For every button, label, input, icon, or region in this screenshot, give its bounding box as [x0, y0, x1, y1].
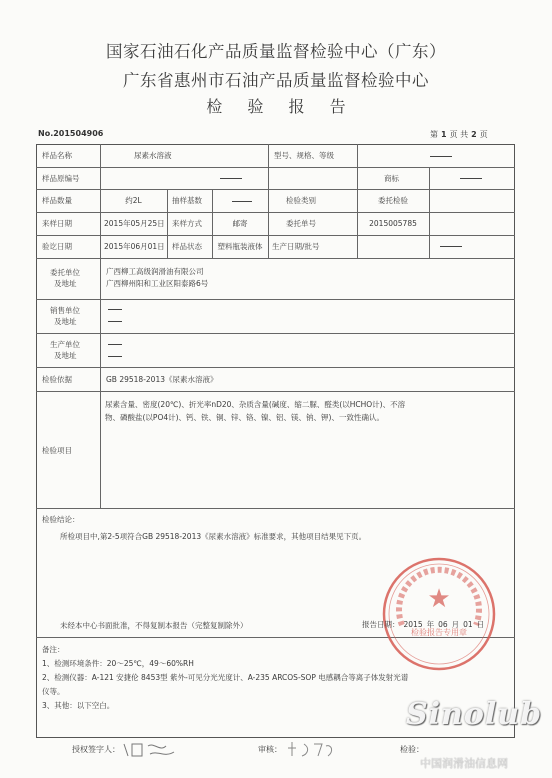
report-date-month: 06 [438, 620, 448, 629]
items-line2: 物、磷酸盐(以PO4计)、钙、铁、铜、锌、铬、镍、铝、镁、钠、钾)、一致性确认。 [105, 413, 384, 422]
authorizer-signature [120, 738, 180, 760]
sample-orig-no-label: 样品原编号 [42, 174, 80, 183]
remarks-line2b: 仪等。 [42, 687, 65, 696]
report-title: 检 验 报 告 [206, 97, 356, 116]
remarks-title: 备注： [42, 645, 65, 654]
watermark-sinolub: Sinolub [406, 697, 543, 732]
client-name: 广西柳工高级润滑油有限公司 [106, 267, 204, 276]
inspection-type-label: 检验类别 [286, 196, 316, 205]
col-divider [357, 144, 358, 167]
model-empty-dash [430, 156, 452, 157]
report-date-day: 01 [463, 620, 473, 629]
producer-label-line1: 生产单位 [50, 340, 80, 349]
watermark-site-name: 中国润滑油信息网 [420, 757, 508, 770]
page-prefix: 第 [430, 130, 438, 139]
sample-orig-no-empty-dash [220, 178, 242, 179]
report-number: No.201504906 [38, 129, 104, 138]
production-date-label: 生产日期/批号 [272, 242, 320, 251]
row-divider [36, 391, 515, 392]
seller-label [50, 305, 90, 327]
institute-name-line1: 国家石油石化产品质量监督检验中心（广东） [106, 42, 446, 61]
conclusion-title: 检验结论： [42, 515, 80, 524]
sampling-method-value: 邮寄 [232, 219, 248, 228]
base-count-empty-dash [232, 201, 252, 202]
page-indicator [430, 129, 488, 140]
sample-name-value: 尿素水溶液 [134, 151, 172, 160]
client-address: 广西柳州阳和工业区阳泰路6号 [106, 279, 209, 288]
row-divider [36, 333, 515, 334]
arrival-date-label: 来样日期 [42, 219, 72, 228]
page-suffix: 页 [479, 130, 488, 139]
remarks-line1: 1、检测环境条件：20～25℃，49～60%RH [42, 659, 194, 668]
row-divider [36, 167, 515, 168]
base-count-label: 抽样基数 [172, 196, 202, 205]
reviewer-label: 审核： [258, 745, 282, 754]
sample-status-label: 样品状态 [172, 242, 202, 251]
producer-empty-dash [108, 344, 122, 345]
seller-address-empty-dash [108, 321, 122, 322]
seller-empty-dash [108, 309, 122, 310]
report-date-day-char: 日 [476, 620, 485, 629]
row-divider [36, 508, 515, 509]
col-divider [429, 167, 430, 258]
row-divider [36, 367, 515, 368]
sample-qty-value: 约2L [125, 196, 142, 205]
model-label: 型号、规格、等级 [274, 151, 334, 160]
production-date-empty-dash [440, 246, 462, 247]
row-divider [36, 212, 515, 213]
row-divider [36, 235, 515, 236]
reviewer-signature [282, 738, 342, 760]
client-label-line2: 及地址 [54, 279, 77, 288]
col-divider [268, 144, 269, 167]
col-divider [167, 189, 168, 258]
inspection-type-value: 委托检验 [378, 196, 408, 205]
report-date-month-char: 月 [451, 620, 460, 629]
row-divider [36, 189, 515, 190]
page-mid: 页 共 [449, 130, 469, 139]
basis-value: GB 29518-2013《尿素水溶液》 [106, 375, 218, 384]
report-date [360, 619, 486, 630]
arrival-date-value: 2015年05月25日 [104, 219, 165, 228]
report-date-label: 报告日期： [362, 620, 400, 629]
completion-date-value: 2015年06月01日 [104, 242, 165, 251]
seller-label-line2: 及地址 [54, 317, 77, 326]
client-label-line1: 委托单位 [50, 268, 80, 277]
items-label: 检验项目 [42, 446, 72, 455]
remarks-line3: 3、其他：以下空白。 [42, 701, 115, 710]
completion-date-label: 验讫日期 [42, 242, 72, 251]
row-divider [36, 299, 515, 300]
items-line1: 尿素含量、密度(20℃)、折光率nD20、杂质含量(碱度、缩二脲、醛类(以HCHO计)、不溶 [105, 400, 406, 409]
brand-empty-dash [460, 178, 482, 179]
report-date-year-char: 年 [426, 620, 435, 629]
tester-label: 检验： [400, 745, 424, 754]
report-date-year: 2015 [403, 620, 423, 629]
producer-address-empty-dash [108, 356, 122, 357]
sample-qty-label: 样品数量 [42, 196, 72, 205]
sampling-method-label: 来样方式 [172, 219, 202, 228]
col-divider [357, 167, 358, 258]
entrust-no-value: 2015005785 [369, 219, 417, 228]
sample-name-label: 样品名称 [42, 151, 72, 160]
entrust-no-label: 委托单号 [286, 219, 316, 228]
seal-text: 检验报告专用章 [411, 628, 467, 637]
producer-label [50, 339, 90, 361]
page-current: 1 [441, 130, 447, 139]
col-divider [268, 167, 269, 258]
sample-status-value: 塑料瓶装液体 [217, 242, 263, 251]
copy-notice: 未经本中心书面批准，不得复制本报告（完整复制除外） [60, 621, 248, 630]
row-divider [36, 258, 515, 259]
remarks-line2: 2、检测仪器：A-121 安捷伦 8453型 紫外-可见分光光度计、A-235 ARCOS-SOP 电感耦合等离子体发射光谱 [42, 673, 409, 682]
brand-label: 商标 [384, 174, 399, 183]
conclusion-text: 所检项目中,第2-5项符合GB 29518-2013《尿素水溶液》标准要求，其他项目结果见下页。 [60, 532, 367, 541]
items-text [105, 398, 505, 424]
svg-text:★: ★ [427, 584, 451, 614]
seller-label-line1: 销售单位 [50, 306, 80, 315]
authorizer-label: 授权签字人： [72, 745, 120, 754]
producer-label-line2: 及地址 [54, 351, 77, 360]
page-total: 2 [471, 130, 477, 139]
client-label [50, 267, 90, 289]
institute-name-line2: 广东省惠州市石油产品质量监督检验中心 [123, 71, 429, 90]
basis-label: 检验依据 [42, 375, 72, 384]
